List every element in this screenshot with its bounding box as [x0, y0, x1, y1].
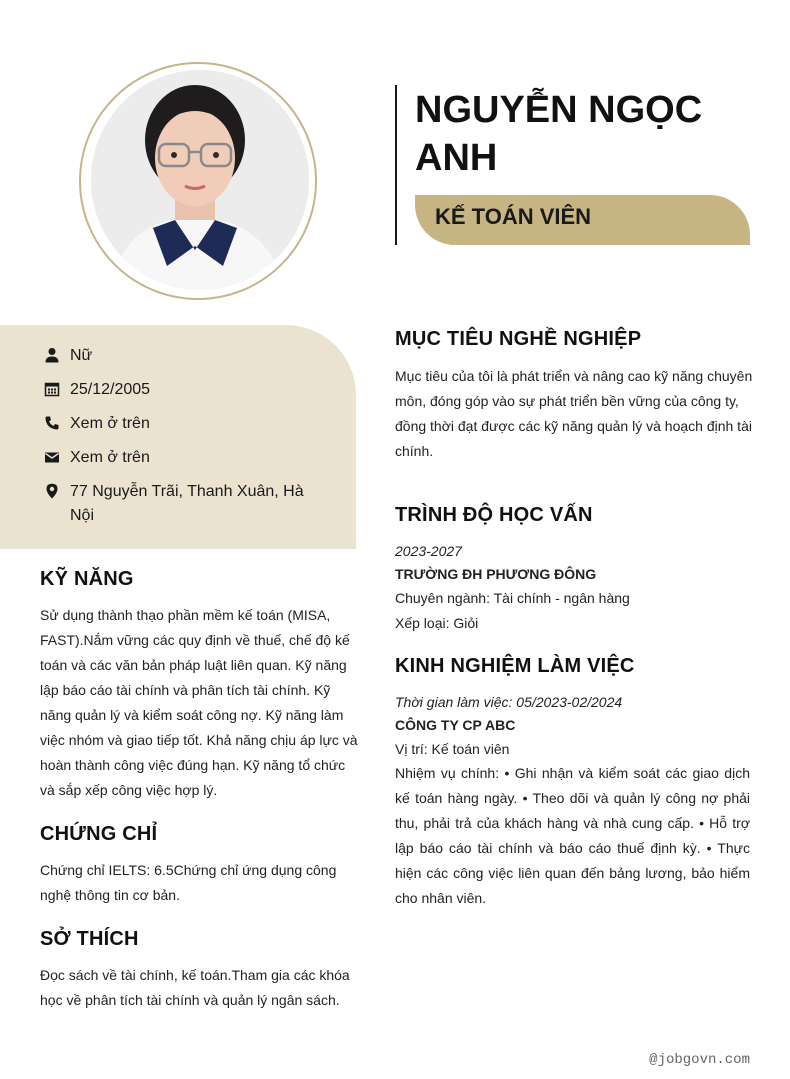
certificates-heading: CHỨNG CHỈ — [40, 823, 158, 845]
contact-email — [44, 446, 310, 470]
mail-icon — [44, 449, 60, 465]
objective-text: Mục tiêu của tôi là phát triển và nâng cao kỹ năng chuyên môn, đóng góp vào sự phát triển bền vững của công ty, đồng thời đạt được các kỹ năng quản lý và hoạch định tài chính. — [395, 368, 753, 459]
address-value: 77 Nguyễn Trãi, Thanh Xuân, Hà Nội — [70, 483, 304, 524]
skills-heading: KỸ NĂNG — [40, 568, 134, 590]
contact-address — [44, 480, 310, 528]
experience-duties: Nhiệm vụ chính: • Ghi nhận và kiểm soát các giao dịch kế toán hàng ngày. • Theo dõi và quản lý công nợ phải thu, phải trả của khách hàng và nhà cung cấp. • Hỗ trợ lập báo cáo tài chính và báo cáo thuế định kỳ. • Thực hiện các công việc liên quan đến bảng lương, bảo hiểm cho nhân viên. — [395, 765, 750, 906]
education-grade: Xếp loại: Giỏi — [395, 615, 479, 631]
contact-phone — [44, 412, 310, 436]
certificates-text: Chứng chỉ IELTS: 6.5Chứng chỉ ứng dụng công nghệ thông tin cơ bản. — [40, 862, 337, 903]
watermark: @jobgovn.com — [649, 1052, 750, 1068]
email-value: Xem ở trên — [70, 449, 150, 466]
phone-value: Xem ở trên — [70, 415, 150, 432]
education-heading: TRÌNH ĐỘ HỌC VẤN — [395, 504, 593, 526]
experience-heading: KINH NGHIỆM LÀM VIỆC — [395, 655, 635, 677]
calendar-icon — [44, 381, 60, 397]
hobbies-heading: SỞ THÍCH — [40, 928, 139, 950]
hobbies-text: Đọc sách về tài chính, kế toán.Tham gia các khóa học về phân tích tài chính và quản lý ngân sách. — [40, 967, 350, 1008]
experience-position: Vị trí: Kế toán viên — [395, 741, 510, 757]
job-title: KẾ TOÁN VIÊN — [435, 204, 592, 229]
education-major: Chuyên ngành: Tài chính - ngân hàng — [395, 590, 630, 606]
name-accent-bar — [395, 85, 397, 245]
location-pin-icon — [44, 483, 60, 499]
contact-gender — [44, 344, 310, 368]
full-name: NGUYỄN NGỌC ANH — [415, 89, 703, 179]
contact-dob — [44, 378, 310, 402]
objective-heading: MỤC TIÊU NGHỀ NGHIỆP — [395, 328, 642, 350]
dob-value: 25/12/2005 — [70, 381, 151, 398]
education-period: 2023-2027 — [395, 543, 462, 559]
skills-text: Sử dụng thành thạo phần mềm kế toán (MISA, FAST).Nắm vững các quy định về thuế, chế độ kế toán và các văn bản pháp luật liên quan. Kỹ năng lập báo cáo tài chính và phân tích tài chính. Kỹ năng quản lý và kiểm soát công nợ. Kỹ năng làm việc nhóm và giao tiếp tốt. Khả năng chịu áp lực và hoàn thành công việc đúng hạn. Kỹ năng tổ chức và sắp xếp công việc hợp lý. — [40, 607, 358, 798]
phone-icon — [44, 415, 60, 431]
experience-company: CÔNG TY CP ABC — [395, 717, 516, 733]
education-school: TRƯỜNG ĐH PHƯƠNG ĐÔNG — [395, 566, 597, 582]
experience-period: Thời gian làm việc: 05/2023-02/2024 — [395, 694, 623, 710]
avatar — [91, 70, 309, 290]
person-icon — [44, 347, 60, 363]
gender-value: Nữ — [70, 347, 93, 364]
